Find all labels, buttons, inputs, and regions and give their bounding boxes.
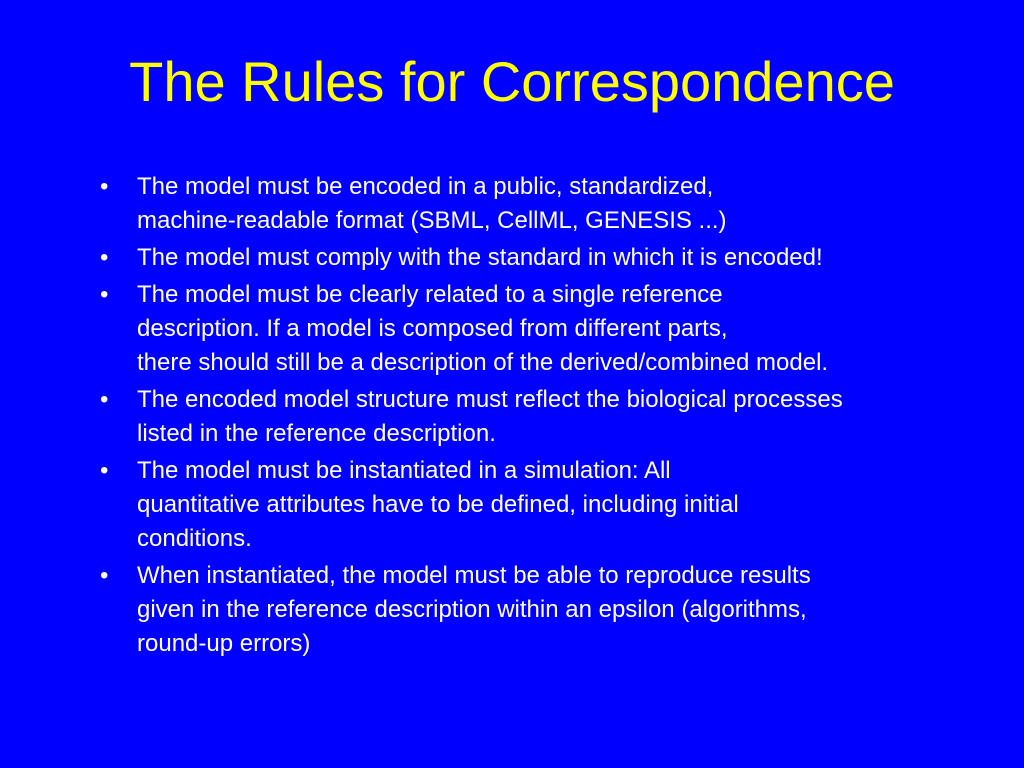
bullet-item [100, 559, 1000, 661]
bullet-line: When instantiated, the model must be able to reproduce results [137, 562, 811, 589]
bullet-line: listed in the reference description. [137, 420, 496, 447]
bullet-dot-icon: • [100, 281, 109, 308]
bullet-line: conditions. [137, 525, 252, 552]
bullet-item [100, 170, 1000, 238]
bullet-line: there should still be a description of the derived/combined model. [137, 349, 829, 376]
bullet-line: The encoded model structure must reflect the biological processes [137, 386, 843, 413]
slide-title: The Rules for Correspondence [129, 50, 895, 113]
bullet-list [100, 170, 1000, 664]
bullet-dot-icon: • [100, 386, 109, 413]
bullet-line: The model must comply with the standard in which it is encoded! [137, 244, 823, 271]
bullet-item [100, 454, 1000, 556]
bullet-dot-icon: • [100, 457, 109, 484]
bullet-line: The model must be encoded in a public, standardized, [137, 173, 714, 200]
bullet-item [100, 278, 1000, 380]
bullet-dot-icon: • [100, 173, 109, 200]
bullet-line: quantitative attributes have to be defined, including initial [137, 491, 739, 518]
bullet-line: description. If a model is composed from different parts, [137, 315, 728, 342]
bullet-line: The model must be clearly related to a single reference [137, 281, 723, 308]
bullet-line: round-up errors) [137, 630, 311, 657]
bullet-dot-icon: • [100, 244, 109, 271]
bullet-line: machine-readable format (SBML, CellML, GENESIS ...) [137, 207, 727, 234]
bullet-line: The model must be instantiated in a simulation: All [137, 457, 671, 484]
bullet-item [100, 383, 1000, 451]
bullet-dot-icon: • [100, 562, 109, 589]
bullet-item [100, 241, 1000, 275]
bullet-line: given in the reference description within an epsilon (algorithms, [137, 596, 807, 623]
